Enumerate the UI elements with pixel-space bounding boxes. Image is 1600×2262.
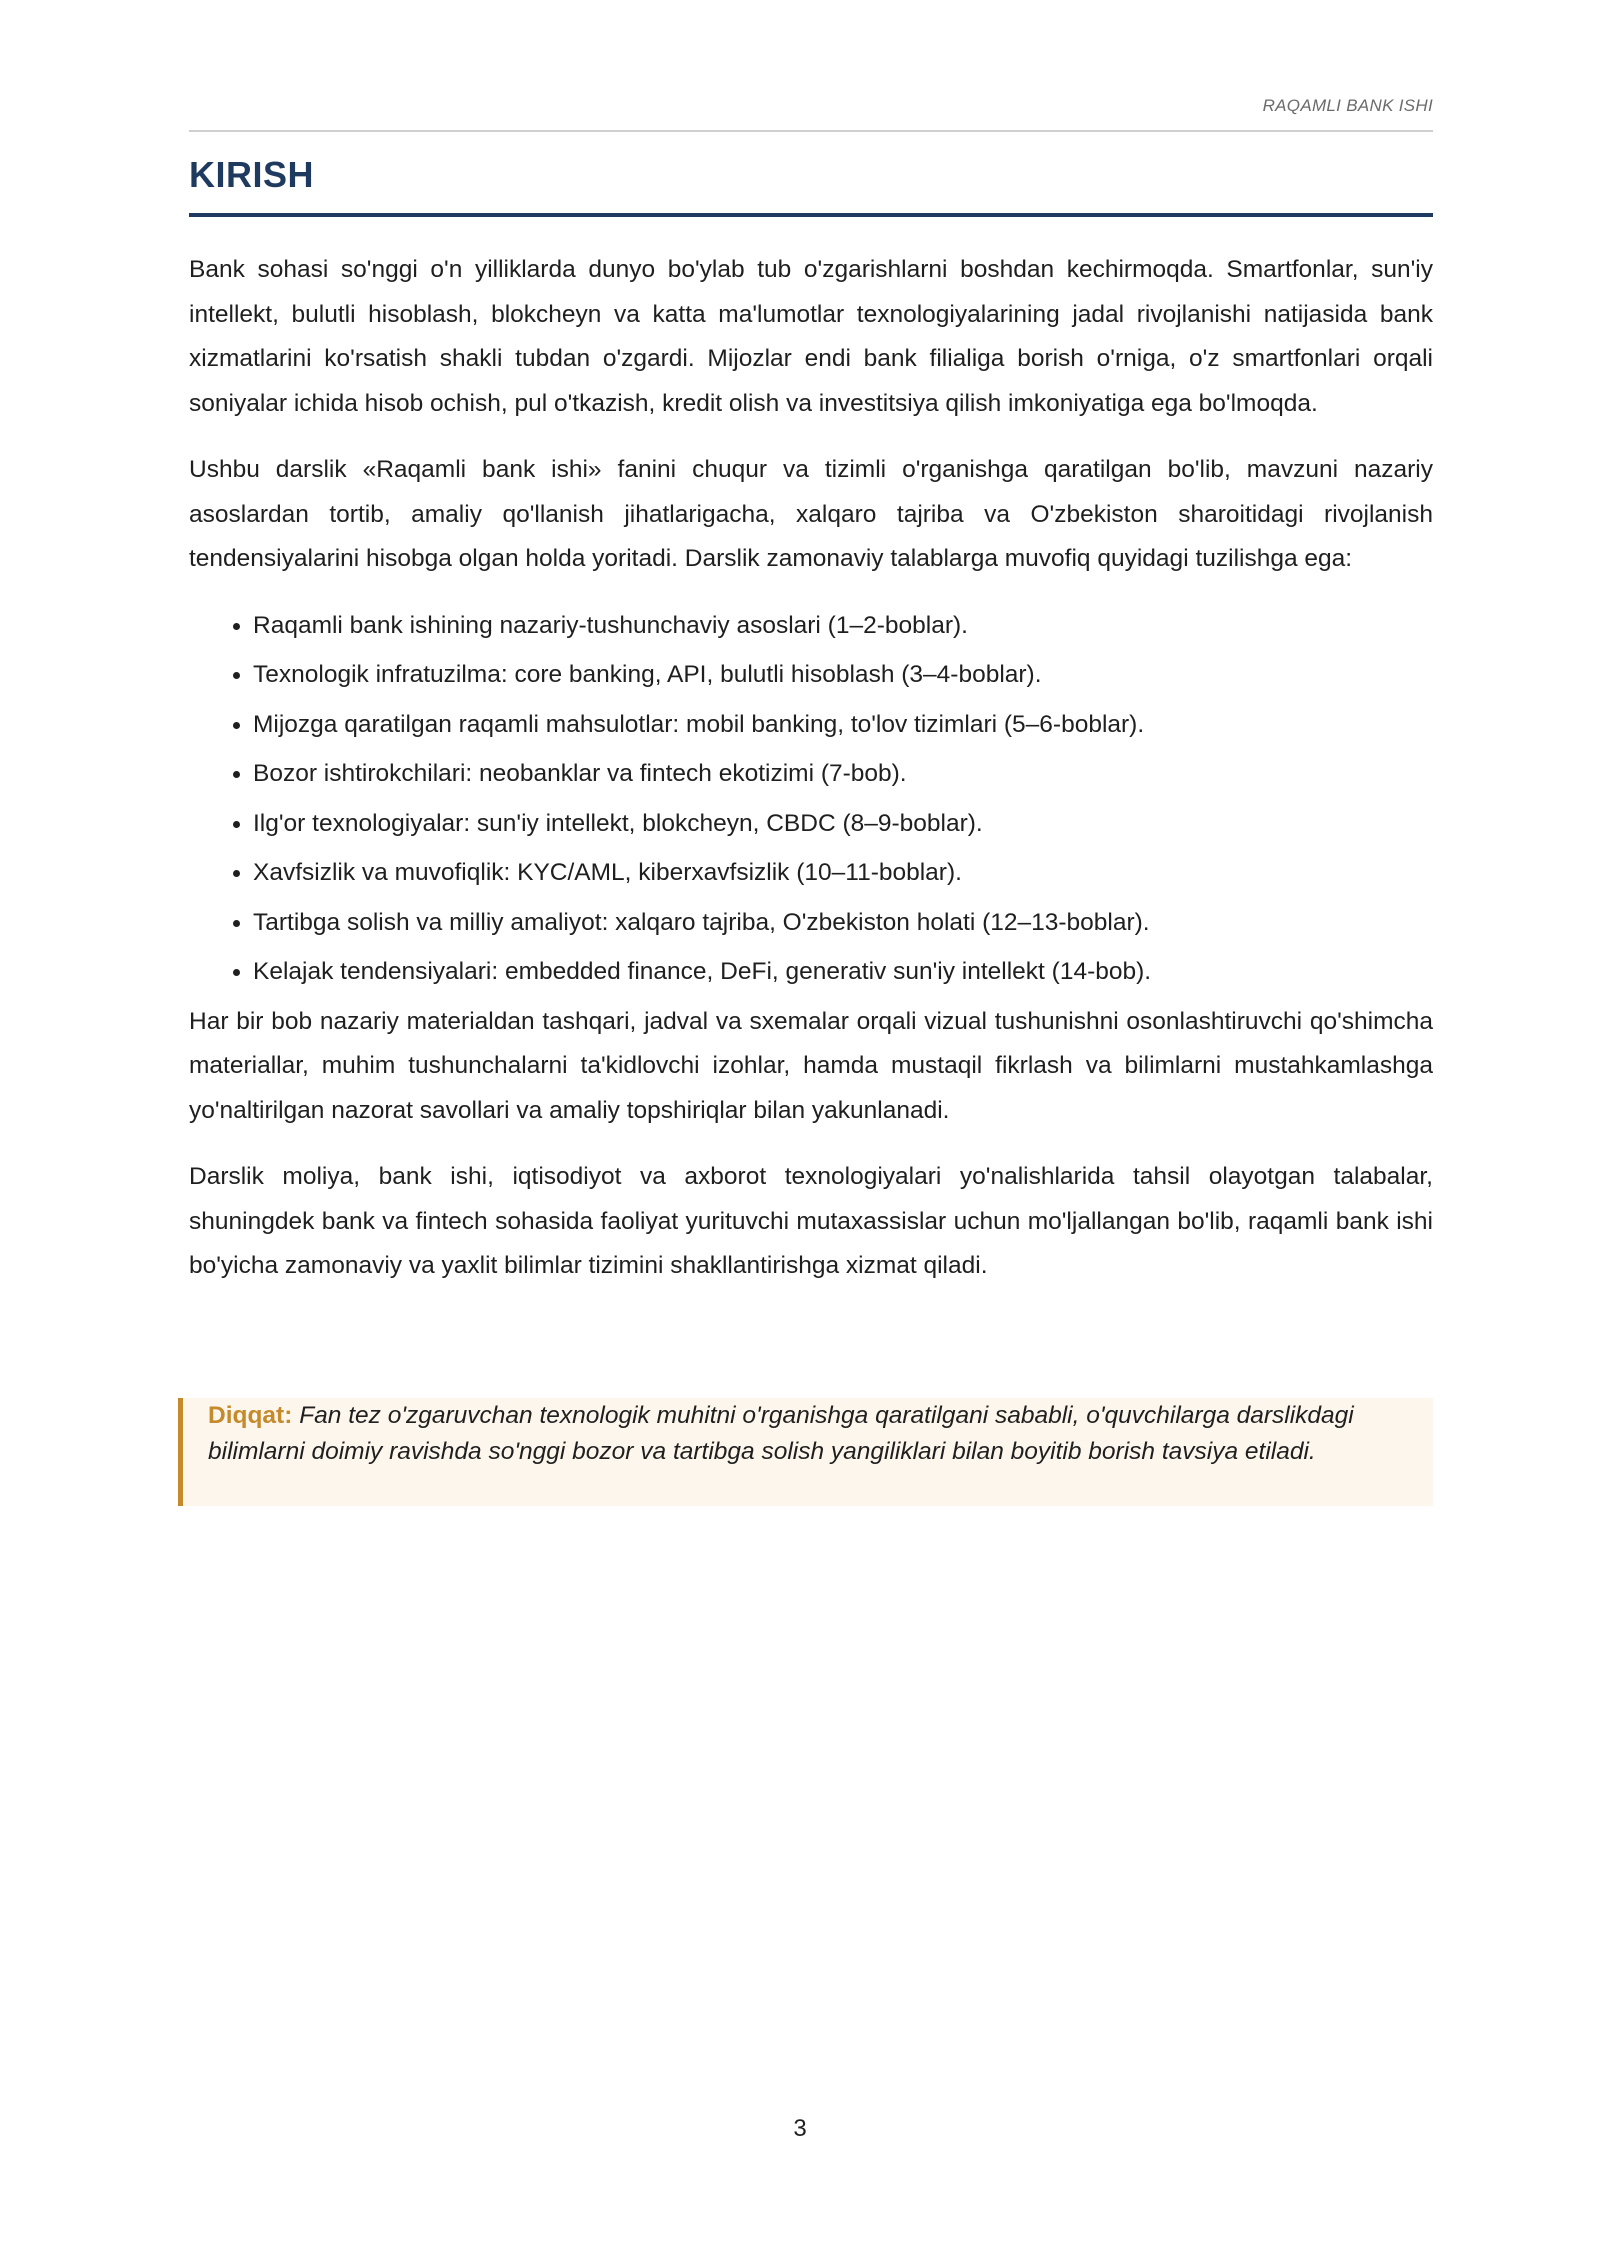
attention-note (178, 1398, 1433, 1506)
note-body (208, 1398, 1433, 1470)
header-divider (189, 130, 1433, 132)
title-underline (189, 213, 1433, 217)
structure-list (189, 604, 1433, 995)
list-item: • Raqamli bank ishining nazariy-tushunchaviy asoslari (1–2-boblar). (253, 604, 1433, 649)
note-text: Fan tez o'zgaruvchan texnologik muhitni o'rganishga qaratilgani sababli, o'quvchilarga darslikdagi bilimlarni doimiy ravishda so'nggi bozor va tartibga solish yangiliklari bilan boyitib borish tavsiya etiladi. (208, 1402, 1354, 1465)
list-item: • Bozor ishtirokchilari: neobanklar va fintech ekotizimi (7-bob). (253, 752, 1433, 797)
list-item: • Texnologik infratuzilma: core banking, API, bulutli hisoblash (3–4-boblar). (253, 653, 1433, 698)
running-header: RAQAMLI BANK ISHI (1262, 96, 1433, 115)
note-label: Diqqat: (208, 1402, 300, 1429)
list-item: • Tartibga solish va milliy amaliyot: xalqaro tajriba, O'zbekiston holati (12–13-boblar). (253, 901, 1433, 946)
body-content (189, 248, 1433, 1311)
intro-paragraph: Bank sohasi so'nggi o'n yilliklarda dunyo bo'ylab tub o'zgarishlarni boshdan kechirmoqda. Smartfonlar, sun'iy intellekt, bulutli hisoblash, blokcheyn va katta ma'lumotlar texnologiyalarining jadal rivojlanishi natijasida bank xizmatlarini ko'rsatish shakli tubdan o'zgardi. Mijozlar endi bank filialiga borish o'rniga, o'z smartfonlari orqali soniyalar ichida hisob ochish, pul o'tkazish, kredit olish va investitsiya qilish imkoniyatiga ega bo'lmoqda. (189, 256, 1433, 417)
audience-paragraph: Darslik moliya, bank ishi, iqtisodiyot va axborot texnologiyalari yo'nalishlarida tahsil olayotgan talabalar, shuningdek bank va fintech sohasida faoliyat yurituvchi mutaxassislar uchun mo'ljallangan bo'lib, raqamli bank ishi bo'yicha zamonaviy va yaxlit bilimlar tizimini shakllantirishga xizmat qiladi. (189, 1163, 1433, 1279)
structure-intro-paragraph: Ushbu darslik «Raqamli bank ishi» fanini chuqur va tizimli o'rganishga qaratilgan bo'lib, mavzuni nazariy asoslardan tortib, amaliy qo'llanish jihatlarigacha, xalqaro tajriba va O'zbekiston sharoitidagi rivojlanish tendensiyalarini hisobga olgan holda yoritadi. Darslik zamonaviy talablarga muvofiq quyidagi tuzilishga ega: (189, 456, 1433, 572)
chapter-contents-paragraph: Har bir bob nazariy materialdan tashqari, jadval va sxemalar orqali vizual tushunishni osonlashtiruvchi qo'shimcha materiallar, muhim tushunchalarni ta'kidlovchi izohlar, hamda mustaqil fikrlash va bilimlarni mustahkamlashga yo'naltirilgan nazorat savollari va amaliy topshiriqlar bilan yakunlanadi. (189, 1007, 1433, 1124)
list-item: • Ilg'or texnologiyalar: sun'iy intellekt, blokcheyn, CBDC (8–9-boblar). (253, 802, 1433, 847)
list-item: • Mijozga qaratilgan raqamli mahsulotlar: mobil banking, to'lov tizimlari (5–6-boblar). (253, 703, 1433, 748)
chapter-title: KIRISH (189, 154, 315, 195)
list-item: • Kelajak tendensiyalari: embedded finance, DeFi, generativ sun'iy intellekt (14-bob). (253, 950, 1433, 995)
page-number: 3 (793, 2115, 807, 2142)
list-item: • Xavfsizlik va muvofiqlik: KYC/AML, kiberxavfsizlik (10–11-boblar). (253, 851, 1433, 896)
